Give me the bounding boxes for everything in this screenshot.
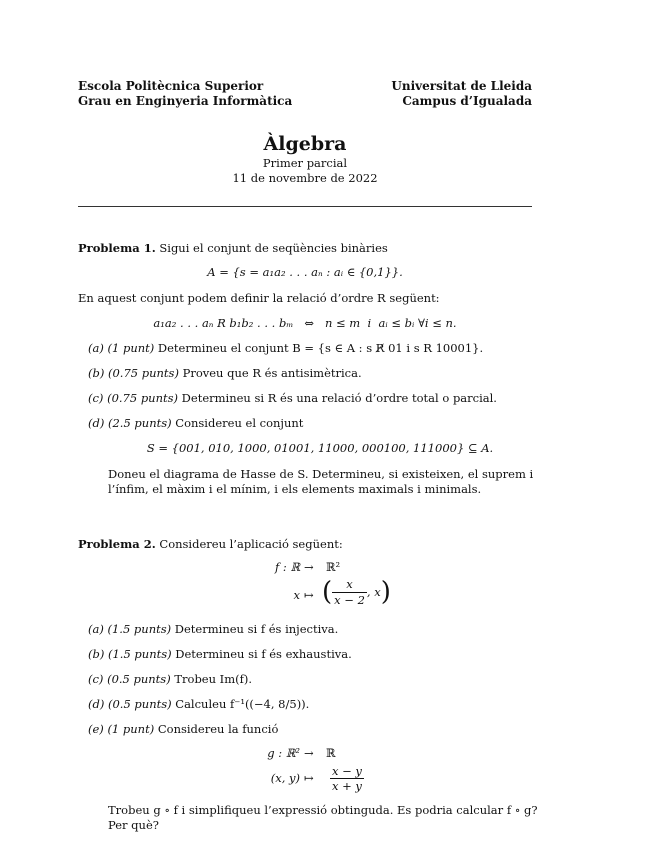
f-mapsto: ↦ — [304, 588, 314, 602]
item-points: (1.5 punts) — [107, 622, 172, 636]
relation-intro: En aquest conjunt podem definir la relació d’ordre R següent: — [78, 291, 440, 305]
item-d-followup-line1: Doneu el diagrama de Hasse de S. Determineu, si existeixen, el suprem i — [108, 467, 534, 481]
problem2-item-b — [88, 647, 352, 661]
g-arrow: → — [304, 746, 314, 760]
problem1-item-d — [88, 416, 303, 430]
school-name: Escola Politècnica Superior — [78, 79, 264, 93]
problem2-intro-text: Considereu l’aplicació següent: — [159, 537, 343, 551]
item-e-followup-line1: Trobeu g ∘ f i simplifiqueu l’expressió obtinguda. Es podria calcular f ∘ g? — [108, 803, 538, 817]
item-e-followup-line2: Per què? — [108, 818, 159, 832]
problem1-intro-text: Sigui el conjunt de seqüències binàries — [159, 241, 388, 255]
g-domain: g : ℝ² — [267, 746, 300, 760]
f-codomain: ℝ² — [326, 560, 341, 574]
university-name: Universitat de Lleida — [391, 79, 532, 93]
item-text: Determineu si f és exhaustiva. — [175, 647, 352, 661]
problem2-item-d — [88, 697, 309, 711]
item-label: (d) — [88, 416, 105, 430]
item-label: (b) — [88, 366, 105, 380]
item-text: Determineu el conjunt B = {s ∈ A : s R̸ 01 i s R 10001}. — [157, 341, 484, 355]
problem1-item-a — [88, 341, 483, 355]
f-domain: f : ℝ — [275, 560, 300, 574]
item-points: (1 punt) — [107, 341, 155, 355]
g-numerator: x − y — [332, 764, 362, 778]
header-divider — [78, 206, 532, 207]
item-d-followup-line2: l’ínfim, el màxim i el mínim, i els elements maximals i minimals. — [108, 482, 482, 496]
item-points: (0.75 punts) — [107, 391, 179, 405]
item-label: (b) — [88, 647, 105, 661]
problem1-heading: Problema 1. — [78, 241, 156, 255]
problem2-intro — [78, 537, 343, 551]
page-title: Àlgebra — [263, 133, 347, 155]
item-points: (1.5 punts) — [108, 647, 172, 661]
degree-name: Grau en Enginyeria Informàtica — [78, 94, 293, 108]
f-second-component: , x — [366, 585, 381, 600]
item-label: (d) — [88, 697, 105, 711]
problem1-intro — [78, 241, 388, 255]
problem2-item-e — [88, 722, 278, 736]
relation-definition: a₁a₂ . . . aₙ R b₁b₂ . . . bₘ ⇔ n ≤ m i aᵢ ≤ bᵢ ∀i ≤ n. — [153, 316, 457, 330]
f-numerator: x — [346, 577, 353, 592]
item-text: Calculeu f⁻¹((−4, 8/5)). — [175, 697, 310, 711]
set-a-definition: A = {s = a₁a₂ . . . aₙ : aᵢ ∈ {0,1}}. — [207, 265, 403, 279]
item-text: Determineu si R és una relació d’ordre total o parcial. — [181, 391, 497, 405]
item-text: Considereu la funció — [157, 722, 279, 736]
item-points: (0.5 punts) — [108, 697, 172, 711]
item-label: (c) — [88, 391, 104, 405]
problem1-item-c — [88, 391, 497, 405]
item-text: Determineu si f és injectiva. — [174, 622, 339, 636]
item-label: (c) — [88, 672, 104, 686]
g-codomain: ℝ — [326, 746, 336, 760]
f-variable: x — [293, 588, 300, 602]
problem2-item-a — [88, 622, 338, 636]
campus-name: Campus d’Igualada — [402, 94, 532, 108]
g-expression — [330, 764, 364, 794]
f-denominator: x − 2 — [334, 592, 365, 607]
item-points: (2.5 punts) — [108, 416, 172, 430]
item-label: (e) — [88, 722, 104, 736]
g-mapsto: ↦ — [304, 771, 314, 785]
problem1-item-b — [88, 366, 362, 380]
item-points: (0.75 punts) — [108, 366, 179, 380]
f-arrow: → — [304, 560, 314, 574]
problem2-item-c — [88, 672, 252, 686]
f-expression: ( $\frac{x}{x - 2}$ , x) — [322, 577, 391, 607]
exam-date: 11 de novembre de 2022 — [232, 171, 378, 185]
item-points: (0.5 punts) — [107, 672, 171, 686]
page-subtitle: Primer parcial — [262, 156, 348, 170]
g-denominator: x + y — [332, 779, 362, 794]
item-text: Considereu el conjunt — [175, 416, 304, 430]
g-variable: (x, y) — [270, 771, 300, 785]
item-text: Trobeu Im(f). — [174, 672, 253, 686]
set-s-definition: S = {001, 010, 1000, 01001, 11000, 000100, 111000} ⊆ A. — [146, 441, 494, 455]
item-text: Proveu que R és antisimètrica. — [182, 366, 362, 380]
problem2-heading: Problema 2. — [78, 537, 156, 551]
item-label: (a) — [88, 341, 104, 355]
item-points: (1 punt) — [107, 722, 155, 736]
item-label: (a) — [88, 622, 104, 636]
